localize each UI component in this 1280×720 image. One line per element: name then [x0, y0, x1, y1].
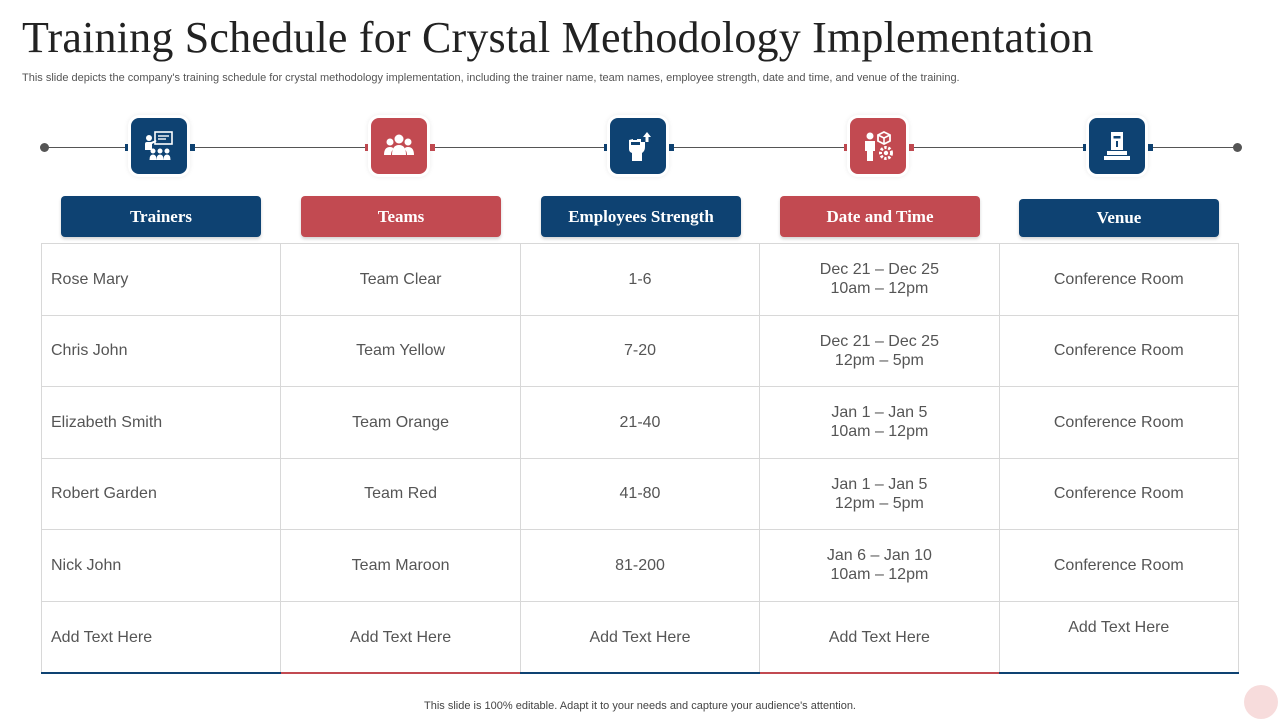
- table-cell: 7-20: [521, 316, 760, 388]
- table-cell: 21-40: [521, 387, 760, 459]
- slide-subtitle: This slide depicts the company's training schedule for crystal methodology implementation, including the trainer name, team names, employee strength, date and time, and venue of the training.: [22, 72, 960, 84]
- table-cell: 1-6: [521, 244, 760, 316]
- table-cell: Add Text Here: [521, 602, 760, 674]
- table-cell: Nick John: [42, 530, 281, 602]
- slide-footer: This slide is 100% editable. Adapt it to your needs and capture your audience's attention.: [424, 700, 856, 712]
- connector: [1147, 144, 1153, 151]
- corner-decoration: [1244, 685, 1278, 719]
- table-cell: Dec 21 – Dec 25 10am – 12pm: [760, 244, 999, 316]
- timeline-end-dot: [1233, 143, 1242, 152]
- table-cell: Add Text Here: [281, 602, 520, 674]
- table-cell: Elizabeth Smith: [42, 387, 281, 459]
- slide-title: Training Schedule for Crystal Methodology Implementation: [22, 13, 1094, 62]
- table-cell: 41-80: [521, 459, 760, 531]
- table-cell: Rose Mary: [42, 244, 281, 316]
- header-venue: Venue: [1019, 199, 1219, 237]
- table-cell: Jan 1 – Jan 5 10am – 12pm: [760, 387, 999, 459]
- column-bottom-bar: [281, 672, 521, 674]
- table-cell: Robert Garden: [42, 459, 281, 531]
- table-cell: Team Maroon: [281, 530, 520, 602]
- header-trainers: Trainers: [61, 196, 261, 237]
- connector: [908, 144, 914, 151]
- person-gears-icon: [860, 128, 896, 164]
- table-cell: Conference Room: [1000, 387, 1239, 459]
- table-cell: Chris John: [42, 316, 281, 388]
- table-cell: Jan 6 – Jan 10 10am – 12pm: [760, 530, 999, 602]
- icon-box-employees-strength: [610, 118, 666, 174]
- table-cell: Dec 21 – Dec 25 12pm – 5pm: [760, 316, 999, 388]
- table-cell: Add Text Here: [42, 602, 281, 674]
- table-cell: Team Orange: [281, 387, 520, 459]
- table-cell: Team Yellow: [281, 316, 520, 388]
- table-cell: Jan 1 – Jan 5 12pm – 5pm: [760, 459, 999, 531]
- timeline-start-dot: [40, 143, 49, 152]
- connector: [668, 144, 674, 151]
- header-employees-strength: Employees Strength: [541, 196, 741, 237]
- table-cell: Conference Room: [1000, 316, 1239, 388]
- table-cell: Add Text Here: [1000, 602, 1239, 674]
- column-bottom-bar: [41, 672, 281, 674]
- icon-box-venue: [1089, 118, 1145, 174]
- column-bottom-bar: [760, 672, 1000, 674]
- podium-icon: [1099, 128, 1135, 164]
- table-cell: Add Text Here: [760, 602, 999, 674]
- team-icon: [381, 128, 417, 164]
- column-bottom-bar: [520, 672, 760, 674]
- table-cell: Team Red: [281, 459, 520, 531]
- presentation-icon: [141, 128, 177, 164]
- connector: [429, 144, 435, 151]
- table-cell: Team Clear: [281, 244, 520, 316]
- column-bottom-bar: [999, 672, 1239, 674]
- table-cell: Conference Room: [1000, 459, 1239, 531]
- table-cell: Conference Room: [1000, 244, 1239, 316]
- icon-box-teams: [371, 118, 427, 174]
- header-teams: Teams: [301, 196, 501, 237]
- table-cell: 81-200: [521, 530, 760, 602]
- header-date-and-time: Date and Time: [780, 196, 980, 237]
- icon-box-date-and-time: [850, 118, 906, 174]
- schedule-table: [41, 243, 1239, 673]
- connector: [189, 144, 195, 151]
- table-cell: Conference Room: [1000, 530, 1239, 602]
- raised-fist-icon: [620, 128, 656, 164]
- icon-box-trainers: [131, 118, 187, 174]
